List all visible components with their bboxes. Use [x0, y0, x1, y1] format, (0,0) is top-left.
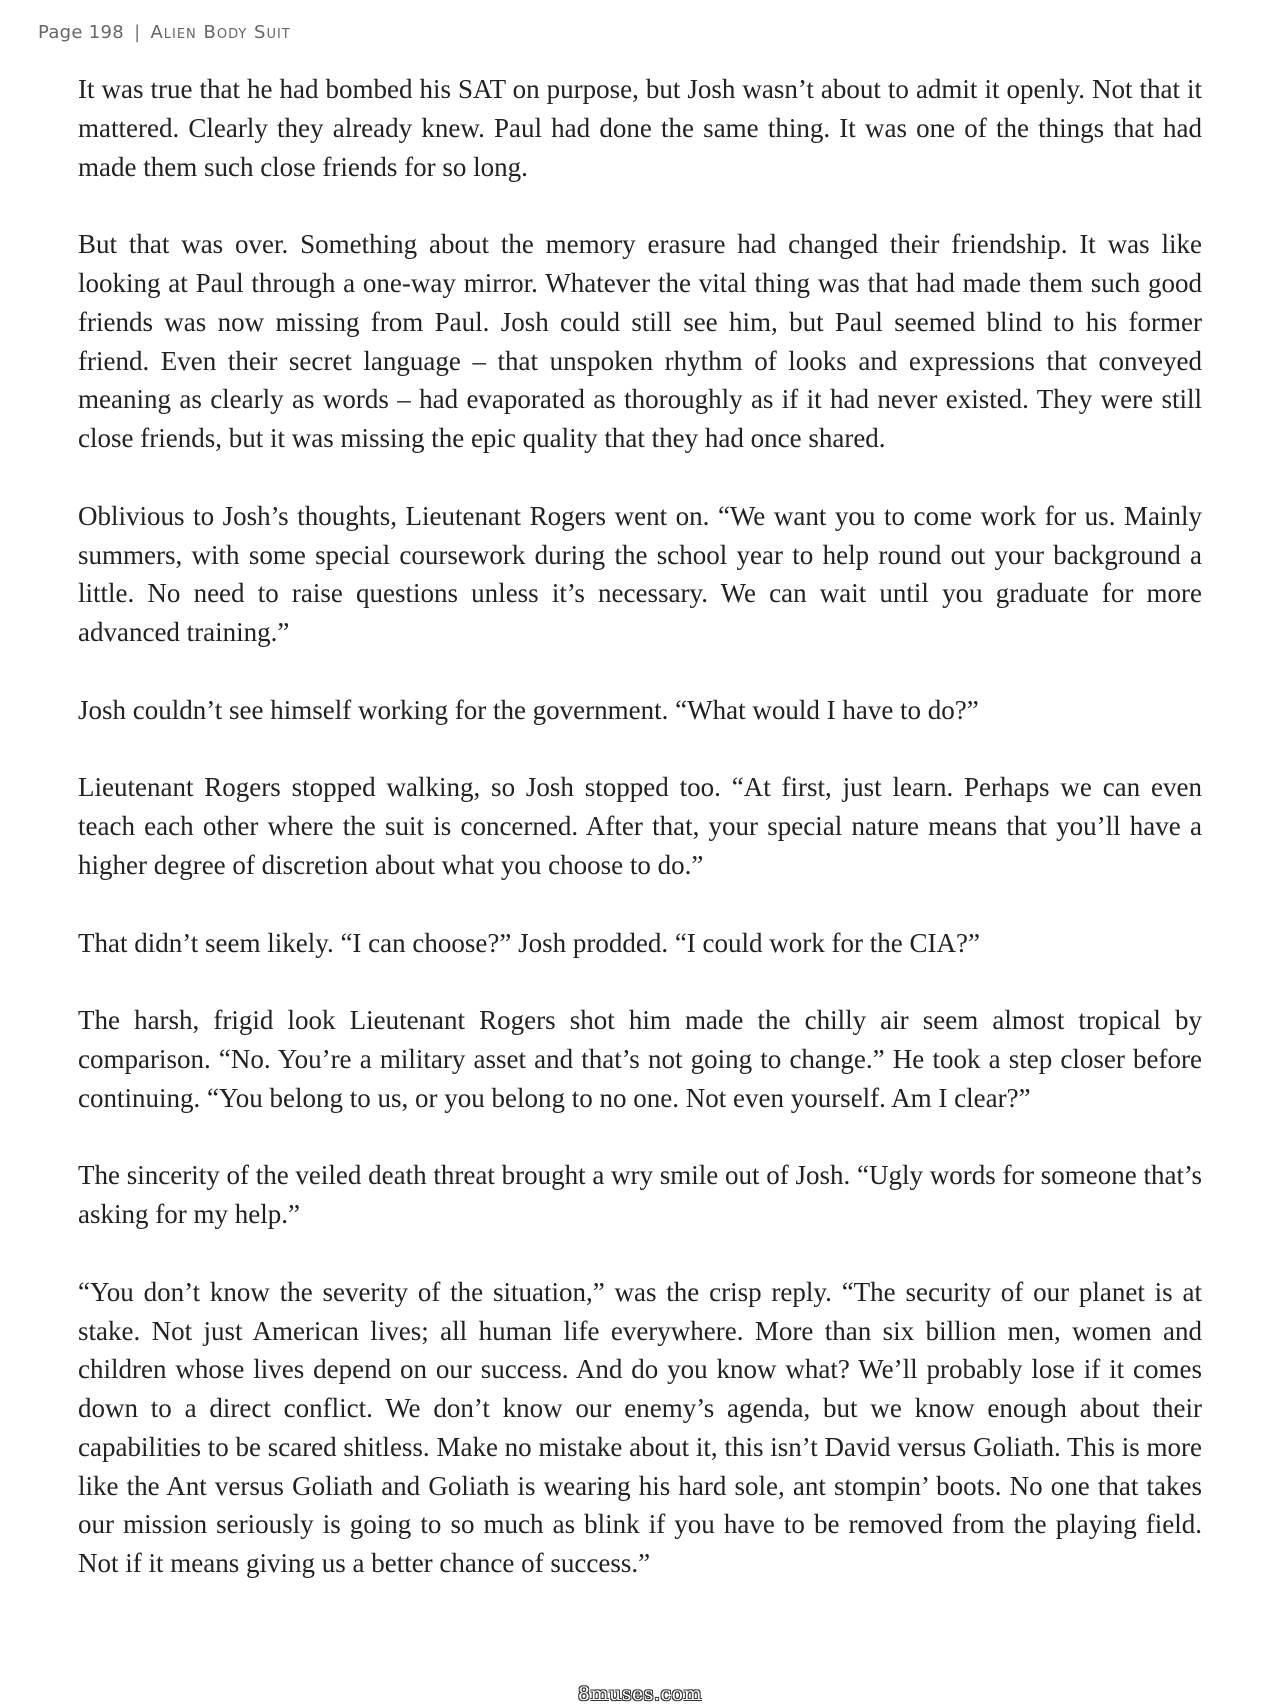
paragraph-8: The sincerity of the veiled death threat brought a wry smile out of Josh. “Ugly words for someone that’s asking for my help.”: [78, 1160, 1202, 1230]
watermark: 8muses.com: [577, 1683, 703, 1705]
paragraph-6: That didn’t seem likely. “I can choose?” Josh prodded. “I could work for the CIA?”: [78, 927, 980, 958]
header-separator: |: [134, 22, 141, 43]
paragraph-7: The harsh, frigid look Lieutenant Rogers shot him made the chilly air seem almost tropical by comparison. “No. You’re a military asset and that’s not going to change.” He took a step closer before continuing. “You belong to us, or you belong to no one. Not even yourself. Am I clear?”: [78, 1005, 1202, 1113]
page-number: Page 198: [38, 22, 125, 43]
running-header: [38, 22, 291, 43]
paragraph-9: “You don’t know the severity of the situation,” was the crisp reply. “The security of our planet is at stake. Not just American lives; all human life everywhere. More than six billion men, women and children whose lives depend on our success. And do you know what? We’ll probably lose if it comes down to a direct conflict. We don’t know our enemy’s agenda, but we know enough about their capabilities to be scared shitless. Make no mistake about it, this isn’t David versus Goliath. This is more like the Ant versus Goliath and Goliath is wearing his hard sole, ant stompin’ boots. No one that takes our mission seriously is going to so much as blink if you have to be removed from the playing field. Not if it means giving us a better chance of success.”: [78, 1276, 1202, 1579]
paragraph-3: Oblivious to Josh’s thoughts, Lieutenant Rogers went on. “We want you to come work for us. Mainly summers, with some special coursework during the school year to help round out your background a little. No need to raise questions unless it’s necessary. We can wait until you graduate for more advanced training.”: [78, 500, 1202, 648]
body-text: [78, 70, 1202, 1622]
paragraph-4: Josh couldn’t see himself working for the government. “What would I have to do?”: [78, 694, 979, 725]
paragraph-2: But that was over. Something about the memory erasure had changed their friendship. It was like looking at Paul through a one-way mirror. Whatever the vital thing was that had made them such good friends was now missing from Paul. Josh could still see him, but Paul seemed blind to his former friend. Even their secret language – that unspoken rhythm of looks and expressions that conveyed meaning as clearly as words – had evaporated as thoroughly as if it had never existed. They were still close friends, but it was missing the epic quality that they had once shared.: [78, 229, 1202, 454]
book-title: Alien Body Suit: [150, 22, 291, 43]
paragraph-5: Lieutenant Rogers stopped walking, so Josh stopped too. “At first, just learn. Perhaps we can even teach each other where the suit is concerned. After that, your special nature means that you’ll have a higher degree of discretion about what you choose to do.”: [78, 772, 1202, 880]
paragraph-1: It was true that he had bombed his SAT on purpose, but Josh wasn’t about to admit it openly. Not that it mattered. Clearly they already knew. Paul had done the same thing. It was one of the things that had made them such close friends for so long.: [78, 74, 1202, 182]
